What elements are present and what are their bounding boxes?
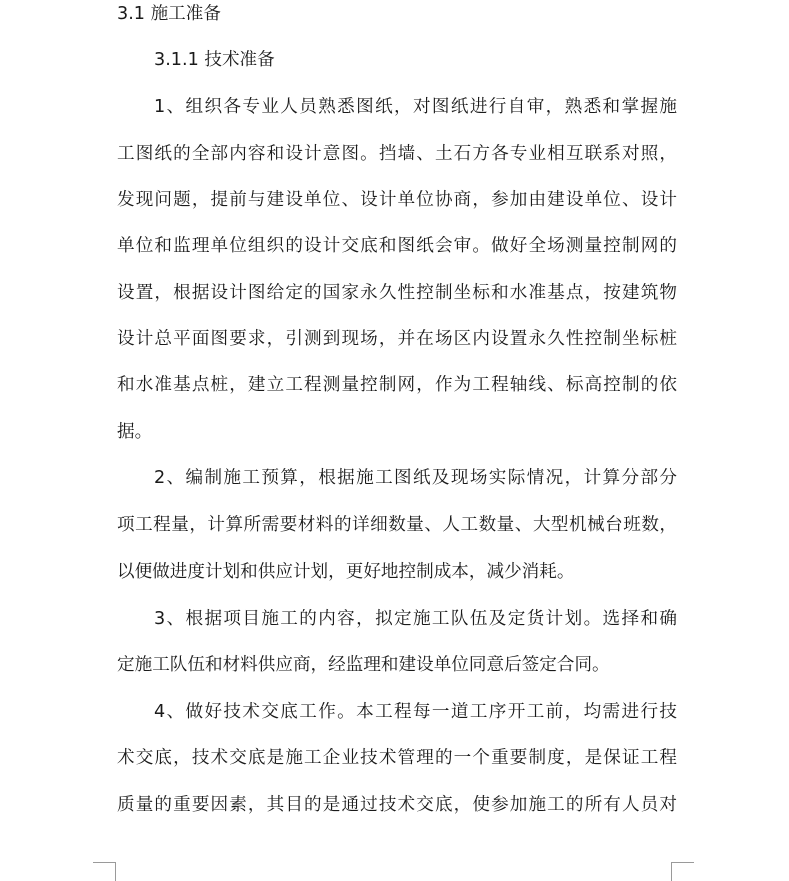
paragraph-2-line-3: 以便做进度计划和供应计划，更好地控制成本，减少消耗。 [117,562,575,582]
paragraph-2-line-2: 项工程量，计算所需要材料的详细数量、人工数量、大型机械台班数， [117,515,677,535]
paragraph-1-line-8: 据。 [117,422,153,442]
paragraph-3-line-2: 定施工队伍和材料供应商，经监理和建设单位同意后签定合同。 [117,655,610,675]
paragraph-1-line-5: 设置，根据设计图给定的国家永久性控制坐标和水准基点，按建筑物 [117,283,677,303]
subsection-heading: 3.1.1 技术准备 [154,50,275,70]
paragraph-2-line-1: 2、编制施工预算，根据施工图纸及现场实际情况，计算分部分 [154,468,677,488]
paragraph-1-line-2: 工图纸的全部内容和设计意图。挡墙、土石方各专业相互联系对照， [117,144,677,164]
paragraph-1-line-1: 1、组织各专业人员熟悉图纸，对图纸进行自审，熟悉和掌握施 [154,97,677,117]
paragraph-4-line-3: 质量的重要因素，其目的是通过技术交底，使参加施工的所有人员对 [117,795,677,815]
paragraph-3-line-1: 3、根据项目施工的内容，拟定施工队伍及定货计划。选择和确 [154,609,677,629]
page-corner-mark-left [93,862,116,881]
paragraph-1-line-4: 单位和监理单位组织的设计交底和图纸会审。做好全场测量控制网的 [117,236,677,256]
paragraph-1-line-7: 和水准基点桩，建立工程测量控制网，作为工程轴线、标高控制的依 [117,375,677,395]
paragraph-4-line-2: 术交底，技术交底是施工企业技术管理的一个重要制度，是保证工程 [117,748,677,768]
paragraph-1-line-3: 发现问题，提前与建设单位、设计单位协商，参加由建设单位、设计 [117,190,677,210]
section-heading: 3.1 施工准备 [117,4,221,24]
paragraph-4-line-1: 4、做好技术交底工作。本工程每一道工序开工前，均需进行技 [154,702,677,722]
page-corner-mark-right [671,862,694,881]
paragraph-1-line-6: 设计总平面图要求，引测到现场，并在场区内设置永久性控制坐标桩 [117,329,677,349]
